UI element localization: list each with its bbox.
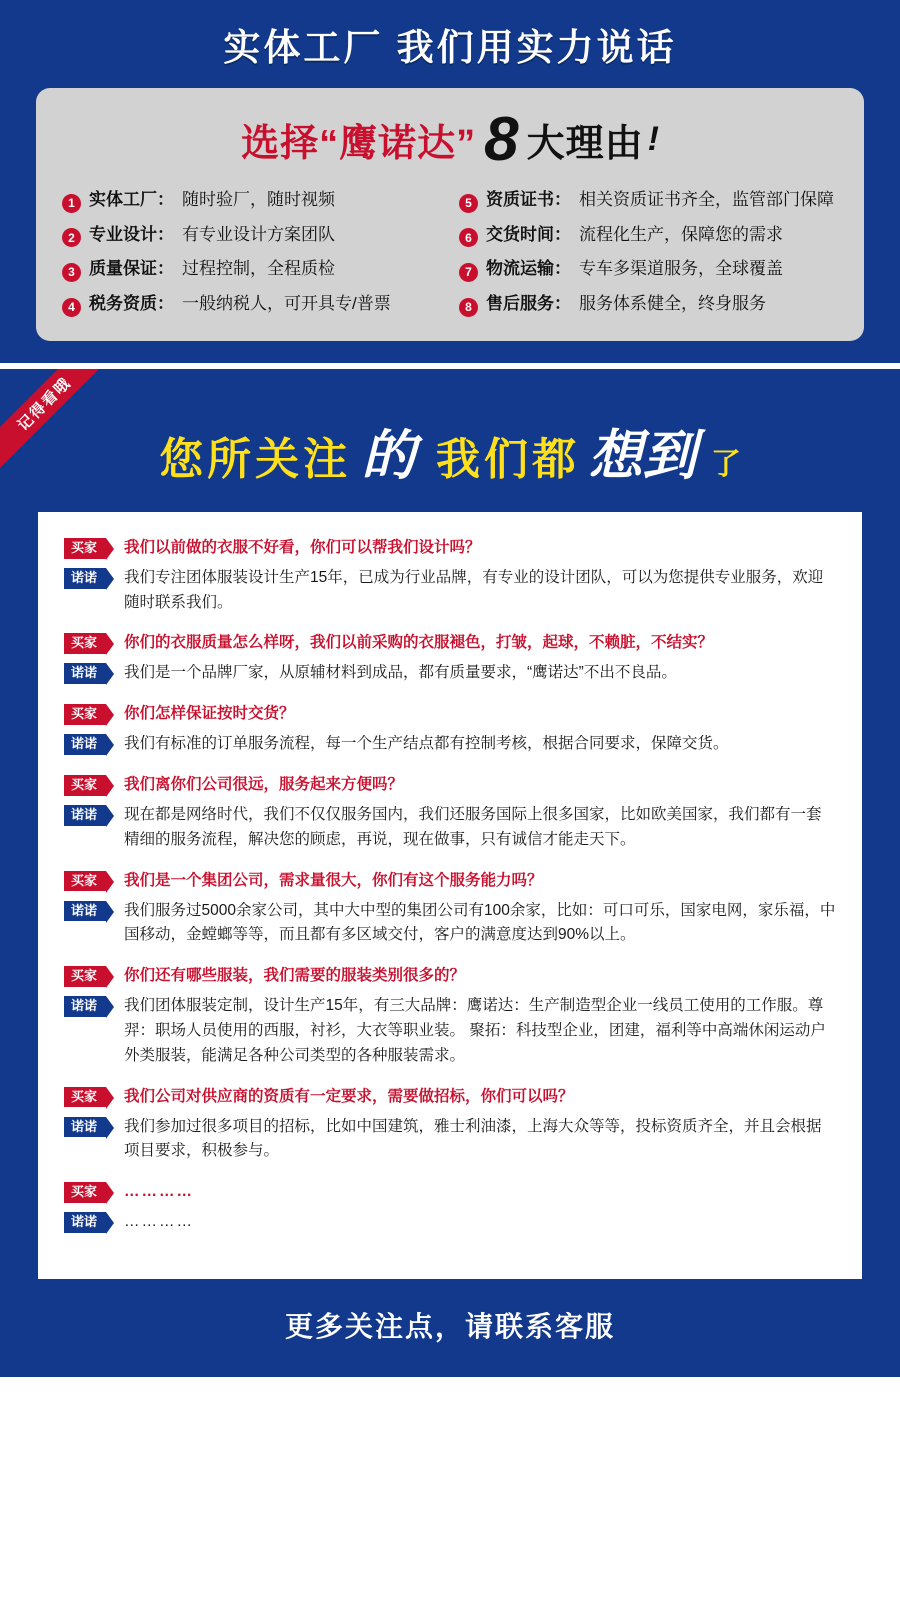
faq-answer-text: 我们专注团体服装设计生产15年，已成为行业品牌，有专业的设计团队，可以为您提供专业服务，欢迎随时联系我们。 [124, 568, 824, 611]
reason-value: 专车多渠道服务，全球覆盖 [579, 259, 783, 279]
headline-big-number: 8 [484, 105, 519, 175]
seller-tag: 诺诺 [64, 996, 106, 1017]
faq-answer-text: 我们有标准的订单服务流程，每一个生产结点都有控制考核，根据合同要求，保障交货。 [124, 735, 729, 753]
factory-strength-section [0, 0, 900, 369]
corner-ribbon-label: 记得看哦 [0, 369, 111, 470]
reason-number-badge: 6 [459, 228, 478, 247]
reason-item [62, 294, 441, 315]
reason-number-badge: 3 [62, 263, 81, 282]
reason-key: 实体工厂： [89, 189, 174, 209]
seller-tag: 诺诺 [64, 568, 106, 589]
faq-section [0, 369, 900, 1377]
faq-question-text: 你们的衣服质量怎么样呀，我们以前采购的衣服褪色，打皱，起球，不赖脏，不结实？ [124, 634, 714, 652]
faq-question-text: 我们离你们公司很远，服务起来方便吗？ [124, 775, 404, 793]
faq-answer-text: 现在都是网络时代，我们不仅仅服务国内，我们还服务国际上很多国家，比如欧美国家，我们都有一套精细的服务流程，解决您的顾虑，再说，现在做事，只有诚信才能走天下。 [124, 805, 822, 848]
faq-item [64, 1085, 836, 1165]
faq-title-part1: 您所关注 [159, 434, 352, 484]
seller-tag: 诺诺 [64, 805, 106, 826]
faq-question-text: 我们公司对供应商的资质有一定要求，需要做招标，你们可以吗？ [124, 1087, 574, 1105]
faq-answer-line [64, 566, 836, 616]
faq-answer-text: 我们服务过5000余家公司，其中大中型的集团公司有100余家，比如：可口可乐，国家电网，家乐福，中国移动，金螳螂等等，而且都有多区域交付，客户的满意度达到90%以上。 [124, 901, 836, 944]
reason-number-badge: 7 [459, 263, 478, 282]
reason-number-badge: 8 [459, 298, 478, 317]
faq-answer-text: 我们参加过很多项目的招标，比如中国建筑，雅士利油漆，上海大众等等，投标资质齐全，并且会根据项目要求，积极参与。 [124, 1117, 822, 1160]
reason-number-badge: 4 [62, 298, 81, 317]
reason-value: 随时验厂，随时视频 [182, 189, 335, 209]
buyer-tag: 买家 [64, 775, 106, 796]
reason-value: 一般纳税人，可开具专/普票 [182, 294, 391, 313]
reason-value: 服务体系健全，终身服务 [579, 294, 766, 313]
faq-answer-line [64, 661, 836, 686]
faq-question-text: 你们怎样保证按时交货？ [124, 705, 295, 723]
faq-answer-text: 我们是一个品牌厂家，从原辅材料到成品，都有质量要求，“鹰诺达”不出不良品。 [124, 664, 677, 682]
buyer-tag: 买家 [64, 1182, 106, 1203]
reasons-grid [62, 190, 838, 315]
buyer-tag: 买家 [64, 871, 106, 892]
reason-number-badge: 5 [459, 194, 478, 213]
reason-item [459, 259, 838, 280]
faq-item [64, 1180, 836, 1235]
reason-item [459, 225, 838, 246]
faq-question-text: 我们是一个集团公司，需求量很大，你们有这个服务能力吗？ [124, 871, 543, 889]
faq-answer-line [64, 1210, 836, 1235]
faq-question-line [64, 1180, 836, 1204]
faq-question-text: 我们以前做的衣服不好看，你们可以帮我们设计吗？ [124, 538, 481, 556]
section1-banner-title: 实体工厂 我们用实力说话 [223, 27, 677, 68]
headline-exclamation: ! [647, 120, 659, 159]
faq-question-text: ………… [124, 1183, 195, 1201]
seller-tag: 诺诺 [64, 734, 106, 755]
reason-key: 质量保证： [89, 259, 174, 279]
reason-value: 相关资质证书齐全，监管部门保障 [579, 189, 834, 209]
reason-item [62, 190, 441, 211]
reason-value: 流程化生产，保障您的需求 [579, 224, 783, 244]
reason-item [459, 294, 838, 315]
faq-answer-text: 我们团体服装定制，设计生产15年，有三大品牌：鹰诺达：生产制造型企业一线员工使用的工作服。尊羿：职场人员使用的西服，衬衫，大衣等职业装。 聚拓：科技型企业，团建，福利等中高端休闲运动户外类服装，能满足各种公司类型的各种服装需求。 [124, 997, 826, 1064]
eight-reasons-headline [62, 105, 838, 190]
faq-question-line [64, 536, 836, 560]
faq-question-line [64, 702, 836, 726]
faq-answer-line [64, 803, 836, 853]
faq-question-line [64, 631, 836, 655]
reason-number-badge: 2 [62, 228, 81, 247]
reason-key: 物流运输： [486, 259, 571, 279]
buyer-tag: 买家 [64, 1087, 106, 1108]
reason-item [62, 225, 441, 246]
reason-number-badge: 1 [62, 194, 81, 213]
faq-item [64, 631, 836, 686]
faq-item [64, 964, 836, 1068]
headline-black-suffix: 大理由 [526, 123, 644, 166]
buyer-tag: 买家 [64, 538, 106, 559]
eight-reasons-card [36, 88, 864, 341]
faq-question-line [64, 869, 836, 893]
faq-item [64, 773, 836, 853]
faq-card [38, 512, 862, 1279]
reason-key: 交货时间： [486, 224, 571, 244]
faq-item [64, 702, 836, 757]
faq-title-part2: 的 [361, 425, 416, 486]
faq-title-part4: 想到 [588, 425, 697, 486]
headline-red-prefix: 选择“鹰诺达” [241, 123, 477, 166]
reason-value: 过程控制，全程质检 [182, 259, 335, 279]
reason-key: 售后服务： [486, 294, 571, 313]
contact-service-note: 更多关注点，请联系客服 [284, 1310, 615, 1342]
faq-answer-text: ………… [124, 1213, 195, 1231]
reason-item [459, 190, 838, 211]
faq-question-line [64, 1085, 836, 1109]
faq-answer-line [64, 1115, 836, 1165]
reason-value: 有专业设计方案团队 [182, 224, 335, 244]
buyer-tag: 买家 [64, 966, 106, 987]
faq-answer-line [64, 994, 836, 1068]
reason-key: 专业设计： [89, 224, 174, 244]
seller-tag: 诺诺 [64, 1212, 106, 1233]
faq-title-part3: 我们都 [436, 434, 580, 484]
faq-item [64, 536, 836, 616]
faq-answer-line [64, 732, 836, 757]
seller-tag: 诺诺 [64, 1117, 106, 1138]
faq-question-line [64, 773, 836, 797]
reason-item [62, 259, 441, 280]
faq-answer-line [64, 899, 836, 949]
reason-key: 资质证书： [486, 189, 571, 209]
reason-key: 税务资质： [89, 294, 174, 313]
faq-section-title [14, 385, 886, 512]
faq-question-text: 你们还有哪些服装，我们需要的服装类别很多的？ [124, 967, 466, 985]
seller-tag: 诺诺 [64, 663, 106, 684]
faq-item [64, 869, 836, 949]
faq-question-line [64, 964, 836, 988]
buyer-tag: 买家 [64, 704, 106, 725]
seller-tag: 诺诺 [64, 901, 106, 922]
buyer-tag: 买家 [64, 633, 106, 654]
faq-title-part5: 了 [710, 447, 741, 481]
